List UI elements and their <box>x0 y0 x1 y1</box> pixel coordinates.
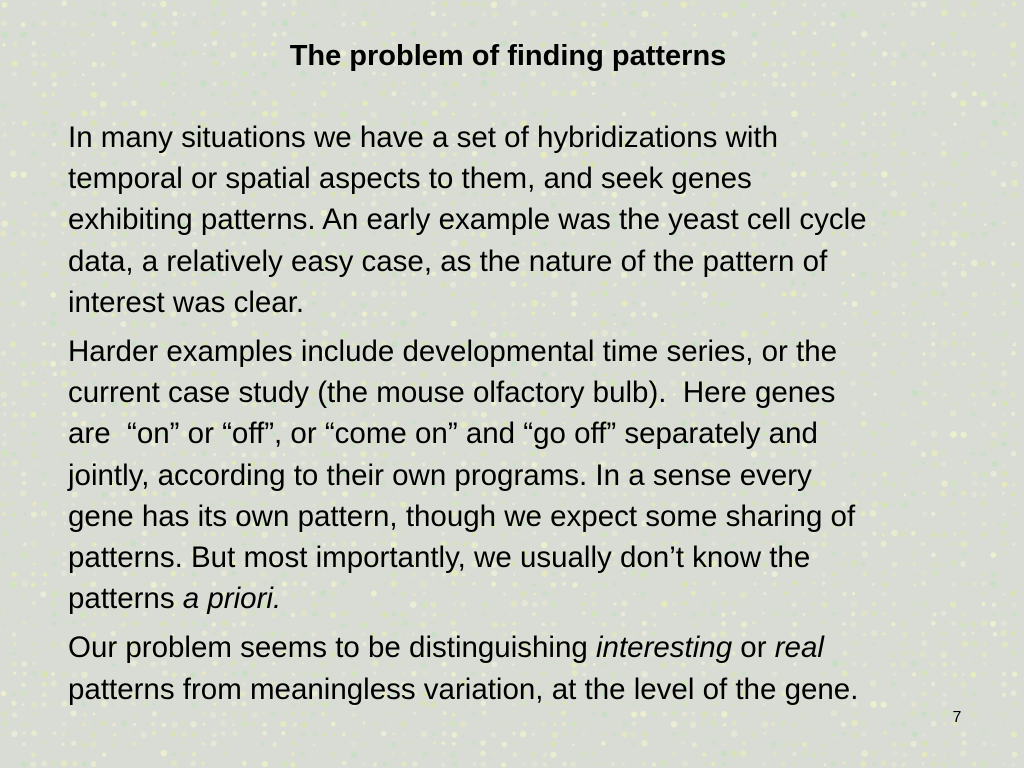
text-line <box>68 331 1008 372</box>
italic-text-run: interesting <box>596 631 733 665</box>
text-run: patterns from meaningless variation, at the level of the gene. <box>68 672 859 706</box>
body-paragraph <box>68 331 1008 619</box>
text-line <box>68 496 1008 537</box>
text-run: temporal or spatial aspects to them, and seek genes <box>68 162 752 196</box>
text-line <box>68 199 1008 240</box>
text-line <box>68 455 1008 496</box>
text-run: jointly, according to their own programs. In a sense every <box>68 458 812 492</box>
text-line <box>68 578 1008 619</box>
text-run: patterns <box>68 582 183 616</box>
text-run: data, a relatively easy case, as the nature of the pattern of <box>68 244 828 278</box>
slide-title: The problem of finding patterns <box>289 40 727 72</box>
text-line <box>68 158 1008 199</box>
text-line <box>68 282 1008 323</box>
text-run: interest was clear. <box>68 285 305 319</box>
text-run: gene has its own pattern, though we expect some sharing of <box>68 499 856 533</box>
text-run: Our problem seems to be distinguishing <box>68 631 596 665</box>
text-line <box>68 413 1008 454</box>
slide-body <box>68 117 1008 710</box>
italic-text-run: a priori. <box>182 582 282 616</box>
text-line <box>68 241 1008 282</box>
body-paragraph <box>68 627 1008 709</box>
text-line <box>68 669 1008 710</box>
body-paragraph <box>68 117 1008 323</box>
slide-number: 7 <box>952 709 962 726</box>
text-line <box>68 627 1008 668</box>
text-line <box>68 372 1008 413</box>
text-run: or <box>732 631 775 665</box>
text-line <box>68 537 1008 578</box>
text-line <box>68 117 1008 158</box>
italic-text-run: real <box>774 631 824 665</box>
text-run: exhibiting patterns. An early example was the yeast cell cycle <box>68 203 867 237</box>
text-run: current case study (the mouse olfactory bulb). Here genes <box>68 376 836 410</box>
text-run: Harder examples include developmental time series, or the <box>68 335 838 369</box>
text-run: patterns. But most importantly, we usually don’t know the <box>68 541 811 575</box>
text-run: In many situations we have a set of hybridizations with <box>68 121 779 154</box>
text-run: are “on” or “off”, or “come on” and “go off” separately and <box>68 417 818 451</box>
